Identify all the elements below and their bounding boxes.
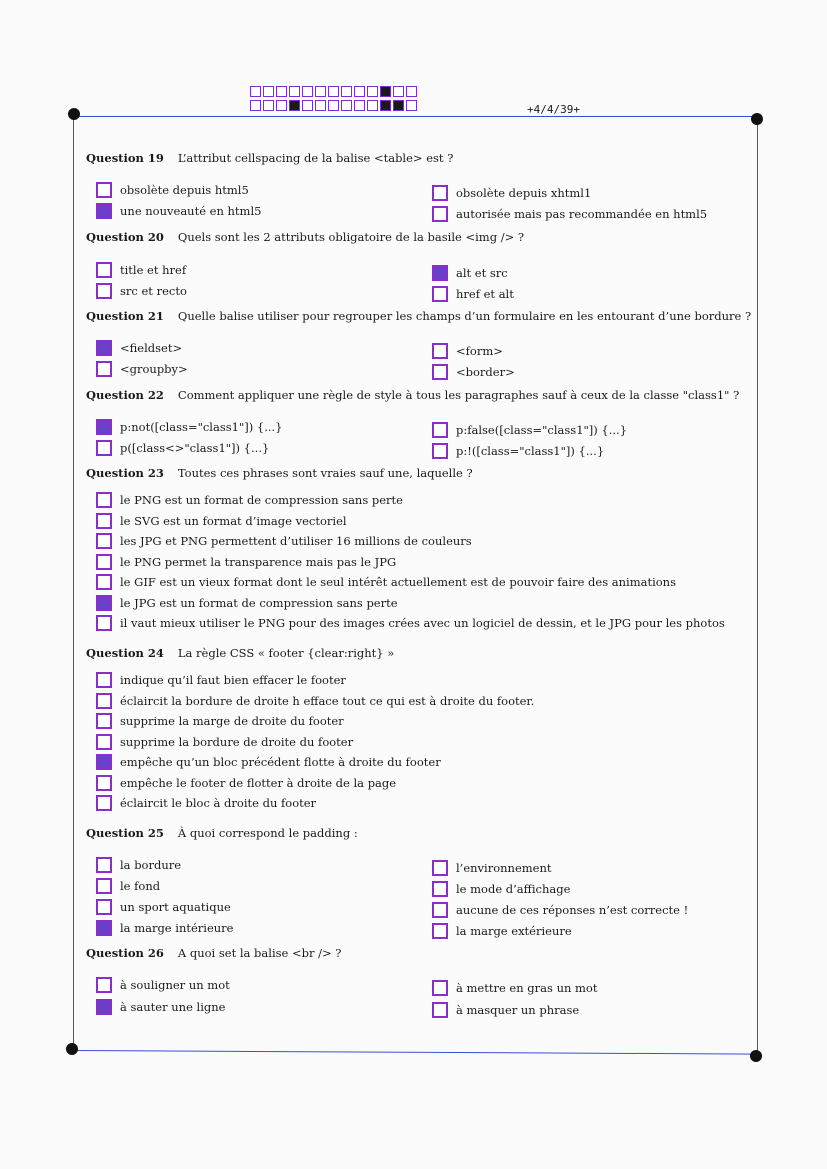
answer-text: éclaircit la bordure de droite h efface tout ce qui est à droite du footer. xyxy=(120,693,535,708)
answer-option[interactable] xyxy=(96,554,396,570)
answer-text: à mettre en gras un mot xyxy=(456,981,598,995)
answer-option[interactable] xyxy=(96,340,182,356)
question-label: Question 26 xyxy=(86,946,164,960)
id-box xyxy=(367,86,378,97)
answer-text: la marge extérieure xyxy=(456,924,572,938)
question-text: La règle CSS « footer {clear:right} » xyxy=(177,646,395,660)
checkbox[interactable] xyxy=(96,672,112,688)
checkbox[interactable] xyxy=(432,364,448,380)
question-text: Comment appliquer une règle de style à tous les paragraphes sauf à ceux de la classe "class1" ? xyxy=(177,388,740,402)
question-label: Question 21 xyxy=(86,309,164,323)
checkbox[interactable] xyxy=(96,734,112,750)
question-19-title xyxy=(86,151,453,165)
answer-text: p:!([class="class1"]) {...} xyxy=(456,444,605,458)
answer-option[interactable] xyxy=(96,713,344,729)
question-text: L’attribut cellspacing de la balise <table> est ? xyxy=(177,151,454,165)
checkbox[interactable] xyxy=(96,899,112,915)
question-text: Quels sont les 2 attributs obligatoire de la basile <img /> ? xyxy=(177,230,525,244)
checked-checkbox[interactable] xyxy=(96,595,112,611)
question-26-title xyxy=(86,946,341,960)
checkbox[interactable] xyxy=(96,554,112,570)
checkbox[interactable] xyxy=(432,422,448,438)
corner-marker-bottom-right xyxy=(750,1050,762,1062)
answer-text: autorisée mais pas recommandée en html5 xyxy=(456,207,708,221)
checkbox[interactable] xyxy=(96,283,112,299)
id-box xyxy=(276,86,287,97)
answer-option[interactable] xyxy=(96,775,396,791)
checkbox[interactable] xyxy=(432,443,448,459)
answer-text: le SVG est un format d’image vectoriel xyxy=(120,513,347,528)
checkbox[interactable] xyxy=(96,615,112,631)
id-boxes-row-2 xyxy=(250,100,419,111)
answer-option[interactable] xyxy=(96,419,282,435)
checked-checkbox[interactable] xyxy=(96,340,112,356)
answer-text: à souligner un mot xyxy=(120,978,230,992)
answer-text: un sport aquatique xyxy=(120,900,231,914)
checkbox[interactable] xyxy=(432,860,448,876)
answer-text: l’environnement xyxy=(456,861,552,875)
answer-text: les JPG et PNG permettent d’utiliser 16 millions de couleurs xyxy=(120,534,472,548)
answer-text: obsolète depuis html5 xyxy=(120,183,249,197)
question-20-title xyxy=(86,230,524,244)
answer-option[interactable] xyxy=(96,283,187,299)
question-label: Question 25 xyxy=(86,826,164,840)
id-box xyxy=(250,86,261,97)
question-24-title xyxy=(86,646,394,660)
answer-text: <form> xyxy=(456,344,503,358)
checked-checkbox[interactable] xyxy=(96,920,112,936)
checkbox[interactable] xyxy=(96,795,112,811)
checkbox[interactable] xyxy=(96,513,112,529)
answer-option[interactable] xyxy=(96,492,403,508)
id-box xyxy=(289,86,300,97)
question-text: À quoi correspond le padding : xyxy=(177,826,358,840)
answer-option[interactable] xyxy=(432,206,707,222)
answer-option[interactable] xyxy=(96,878,160,894)
frame-bottom-line xyxy=(74,1050,758,1055)
checkbox[interactable] xyxy=(432,343,448,359)
id-box xyxy=(302,100,313,111)
checkbox[interactable] xyxy=(96,693,112,709)
question-23-title xyxy=(86,466,473,480)
answer-text: une nouveauté en html5 xyxy=(120,204,262,218)
question-22-title xyxy=(86,388,739,402)
answer-text: href et alt xyxy=(456,287,514,301)
answer-option[interactable] xyxy=(96,513,347,529)
id-box xyxy=(354,86,365,97)
checkbox[interactable] xyxy=(432,206,448,222)
answer-text: supprime la bordure de droite du footer xyxy=(120,734,354,749)
answer-text: éclaircit le bloc à droite du footer xyxy=(120,796,317,810)
answer-text: p([class<>"class1"]) {...} xyxy=(120,441,270,455)
id-box xyxy=(302,86,313,97)
question-label: Question 19 xyxy=(86,151,164,165)
answer-option[interactable] xyxy=(96,262,186,278)
id-box xyxy=(341,86,352,97)
checkbox[interactable] xyxy=(96,878,112,894)
answer-text: aucune de ces réponses n’est correcte ! xyxy=(456,903,689,917)
id-box xyxy=(315,100,326,111)
id-box xyxy=(328,86,339,97)
frame-right-line xyxy=(757,120,758,1056)
answer-option[interactable] xyxy=(96,999,225,1015)
checkbox[interactable] xyxy=(96,857,112,873)
answer-text: src et recto xyxy=(120,284,187,298)
checked-checkbox[interactable] xyxy=(96,999,112,1015)
question-21-title xyxy=(86,309,751,323)
checkbox[interactable] xyxy=(432,902,448,918)
answer-option[interactable] xyxy=(432,980,597,996)
id-box xyxy=(380,86,391,97)
id-box xyxy=(289,100,300,111)
checkbox[interactable] xyxy=(432,980,448,996)
checkbox[interactable] xyxy=(432,923,448,939)
answer-option[interactable] xyxy=(96,672,346,688)
id-box xyxy=(367,100,378,111)
answer-option[interactable] xyxy=(96,899,231,915)
answer-option[interactable] xyxy=(432,860,552,876)
answer-option[interactable] xyxy=(96,920,233,936)
answer-text: il vaut mieux utiliser le PNG pour des images crées avec un logiciel de dessin, et le JPG pour les photos xyxy=(120,616,725,630)
question-text: A quoi set la balise <br /> ? xyxy=(177,946,342,960)
corner-marker-top-left xyxy=(68,108,80,120)
id-box xyxy=(315,86,326,97)
id-box xyxy=(250,100,261,111)
answer-text: le GIF est un vieux format dont le seul intérêt actuellement est de pouvoir faire des animations xyxy=(120,575,676,589)
answer-text: empêche qu’un bloc précédent flotte à droite du footer xyxy=(120,755,441,769)
answer-text: le PNG permet la transparence mais pas le JPG xyxy=(120,554,397,569)
checkbox[interactable] xyxy=(96,574,112,590)
answer-option[interactable] xyxy=(432,343,503,359)
id-box xyxy=(341,100,352,111)
answer-option[interactable] xyxy=(432,185,591,201)
id-box xyxy=(354,100,365,111)
answer-option[interactable] xyxy=(96,693,534,709)
id-box xyxy=(328,100,339,111)
checkbox[interactable] xyxy=(432,185,448,201)
answer-text: <border> xyxy=(456,365,515,379)
id-boxes-row-1 xyxy=(250,86,419,97)
answer-text: le PNG est un format de compression sans perte xyxy=(120,493,403,507)
checked-checkbox[interactable] xyxy=(96,754,112,770)
answer-option[interactable] xyxy=(96,533,472,549)
checked-checkbox[interactable] xyxy=(96,203,112,219)
checkbox[interactable] xyxy=(96,713,112,729)
answer-option[interactable] xyxy=(96,977,230,993)
checkbox[interactable] xyxy=(96,182,112,198)
question-text: Toutes ces phrases sont vraies sauf une, laquelle ? xyxy=(177,466,473,480)
answer-text: <groupby> xyxy=(120,362,188,376)
answer-option[interactable] xyxy=(96,574,676,590)
checkbox[interactable] xyxy=(432,1002,448,1018)
answer-option[interactable] xyxy=(96,361,188,377)
answer-option[interactable] xyxy=(96,203,261,219)
question-text: Quelle balise utiliser pour regrouper les champs d’un formulaire en les entourant d’une bordure ? xyxy=(177,309,752,323)
answer-text: supprime la marge de droite du footer xyxy=(120,714,344,728)
answer-option[interactable] xyxy=(432,1002,579,1018)
frame-left-line xyxy=(73,116,74,1050)
question-label: Question 23 xyxy=(86,466,164,480)
id-box xyxy=(393,86,404,97)
answer-option[interactable] xyxy=(432,422,627,438)
answer-option[interactable] xyxy=(432,443,604,459)
corner-marker-top-right xyxy=(751,113,763,125)
checkbox[interactable] xyxy=(96,440,112,456)
answer-option[interactable] xyxy=(96,754,441,770)
checkbox[interactable] xyxy=(432,881,448,897)
checkbox[interactable] xyxy=(432,286,448,302)
id-box xyxy=(393,100,404,111)
checkbox[interactable] xyxy=(96,492,112,508)
answer-text: <fieldset> xyxy=(120,341,183,355)
answer-option[interactable] xyxy=(96,595,398,611)
answer-text: obsolète depuis xhtml1 xyxy=(456,186,592,200)
corner-marker-bottom-left xyxy=(66,1043,78,1055)
answer-option[interactable] xyxy=(96,857,181,873)
page-id: +4/4/39+ xyxy=(527,103,580,116)
answer-option[interactable] xyxy=(432,923,572,939)
answer-text: la marge intérieure xyxy=(120,921,234,935)
answer-option[interactable] xyxy=(96,182,249,198)
checkbox[interactable] xyxy=(96,533,112,549)
id-box xyxy=(263,100,274,111)
answer-option[interactable] xyxy=(96,440,269,456)
id-box xyxy=(406,86,417,97)
answer-text: la bordure xyxy=(120,858,182,872)
id-box xyxy=(276,100,287,111)
question-label: Question 20 xyxy=(86,230,164,244)
id-box xyxy=(406,100,417,111)
answer-option[interactable] xyxy=(96,795,316,811)
answer-text: p:false([class="class1"]) {...} xyxy=(456,423,628,437)
checked-checkbox[interactable] xyxy=(432,265,448,281)
checkbox[interactable] xyxy=(96,977,112,993)
answer-text: indique qu’il faut bien effacer le footer xyxy=(120,673,346,687)
id-box xyxy=(380,100,391,111)
answer-text: à sauter une ligne xyxy=(120,1000,226,1014)
answer-text: le mode d’affichage xyxy=(456,882,571,896)
checkbox[interactable] xyxy=(96,262,112,278)
answer-option[interactable] xyxy=(96,615,725,631)
answer-text: le JPG est un format de compression sans perte xyxy=(120,595,398,610)
answer-text: le fond xyxy=(120,879,161,893)
question-25-title xyxy=(86,826,358,840)
answer-text: p:not([class="class1"]) {...} xyxy=(120,420,283,434)
question-label: Question 22 xyxy=(86,388,164,402)
answer-text: alt et src xyxy=(456,266,508,280)
answer-option[interactable] xyxy=(96,734,353,750)
question-label: Question 24 xyxy=(86,646,164,660)
answer-text: empêche le footer de flotter à droite de la page xyxy=(120,775,397,790)
answer-text: title et href xyxy=(120,263,187,277)
answer-option[interactable] xyxy=(432,364,515,380)
answer-text: à masquer un phrase xyxy=(456,1003,580,1017)
checkbox[interactable] xyxy=(96,361,112,377)
frame-top-line xyxy=(74,116,758,117)
checked-checkbox[interactable] xyxy=(96,419,112,435)
answer-option[interactable] xyxy=(432,286,514,302)
answer-option[interactable] xyxy=(432,902,688,918)
checkbox[interactable] xyxy=(96,775,112,791)
answer-option[interactable] xyxy=(432,881,570,897)
id-box xyxy=(263,86,274,97)
answer-option[interactable] xyxy=(432,265,508,281)
